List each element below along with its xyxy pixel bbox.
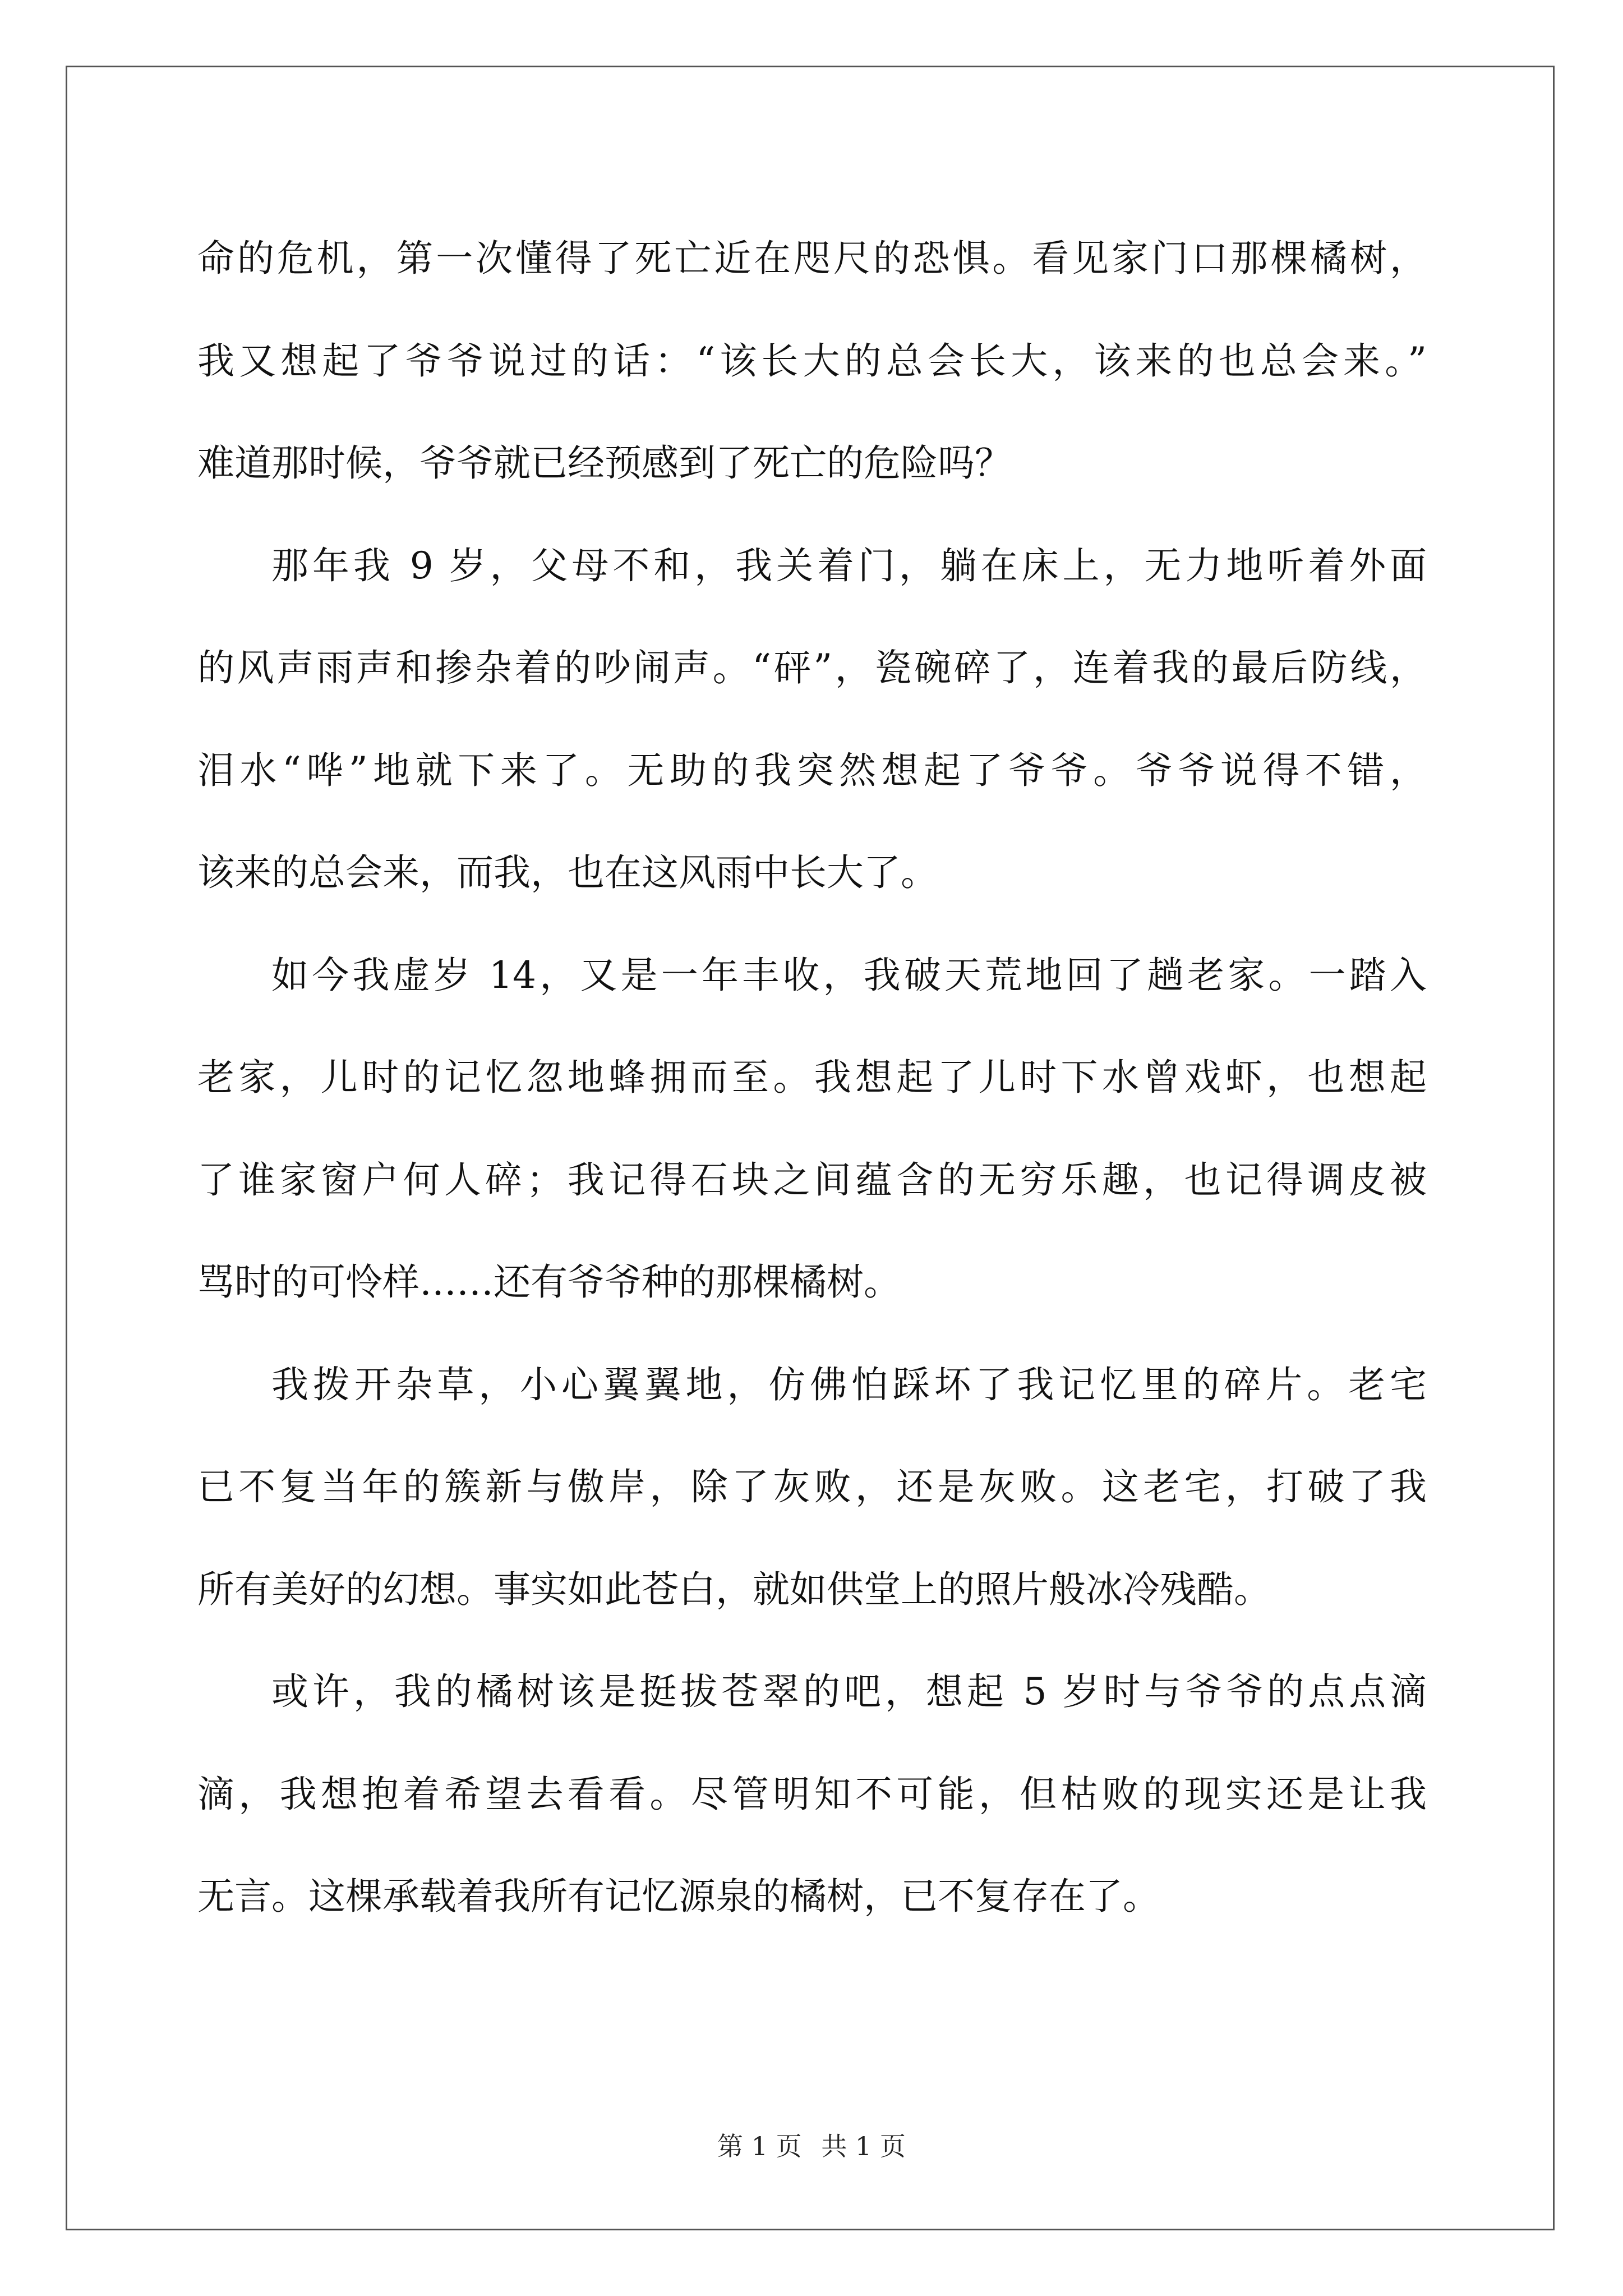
text-line: 命的危机，第一次懂得了死亡近在咫尺的恐惧。看见家门口那棵橘树， bbox=[197, 237, 1427, 280]
text-line: 了谁家窗户何人碎；我记得石块之间蕴含的无穷乐趣，也记得调皮被 bbox=[197, 1158, 1427, 1202]
text-line: 骂时的可怜样……还有爷爷种的那棵橘树。 bbox=[197, 1260, 901, 1304]
text-line: 已不复当年的簇新与傲岸，除了灰败，还是灰败。这老宅，打破了我 bbox=[197, 1465, 1427, 1508]
text-line: 我拨开杂草，小心翼翼地，仿佛怕踩坏了我记忆里的碎片。老宅 bbox=[271, 1363, 1427, 1406]
text-line: 如今我虚岁 14，又是一年丰收，我破天荒地回了趟老家。一踏入 bbox=[271, 953, 1427, 997]
text-line: 我又想起了爷爷说过的话：“该长大的总会长大，该来的也总会来。” bbox=[197, 339, 1427, 383]
text-line: 该来的总会来，而我，也在这风雨中长大了。 bbox=[197, 851, 938, 894]
text-line: 老家，儿时的记忆忽地蜂拥而至。我想起了儿时下水曾戏虾，也想起 bbox=[197, 1056, 1427, 1099]
total-pages: 共 1 页 bbox=[821, 2131, 906, 2161]
text-line: 的风声雨声和掺杂着的吵闹声。“砰”，瓷碗碎了，连着我的最后防线， bbox=[197, 646, 1427, 689]
page-number: 第 1 页 bbox=[717, 2131, 802, 2161]
text-line: 无言。这棵承载着我所有记忆源泉的橘树，已不复存在了。 bbox=[197, 1875, 1160, 1918]
text-line: 那年我 9 岁，父母不和，我关着门，躺在床上，无力地听着外面 bbox=[271, 544, 1427, 587]
text-line: 难道那时候，爷爷就已经预感到了死亡的危险吗？ bbox=[197, 441, 1012, 485]
text-line: 所有美好的幻想。事实如此苍白，就如供堂上的照片般冰冷残酷。 bbox=[197, 1567, 1271, 1611]
text-line: 泪水“哗”地就下来了。无助的我突然想起了爷爷。爷爷说得不错， bbox=[197, 748, 1427, 792]
document-body bbox=[197, 208, 1427, 1948]
text-line: 滴，我想抱着希望去看看。尽管明知不可能，但枯败的现实还是让我 bbox=[197, 1772, 1427, 1816]
text-line: 或许，我的橘树该是挺拔苍翠的吧，想起 5 岁时与爷爷的点点滴 bbox=[271, 1670, 1427, 1713]
page-footer bbox=[0, 2126, 1623, 2163]
